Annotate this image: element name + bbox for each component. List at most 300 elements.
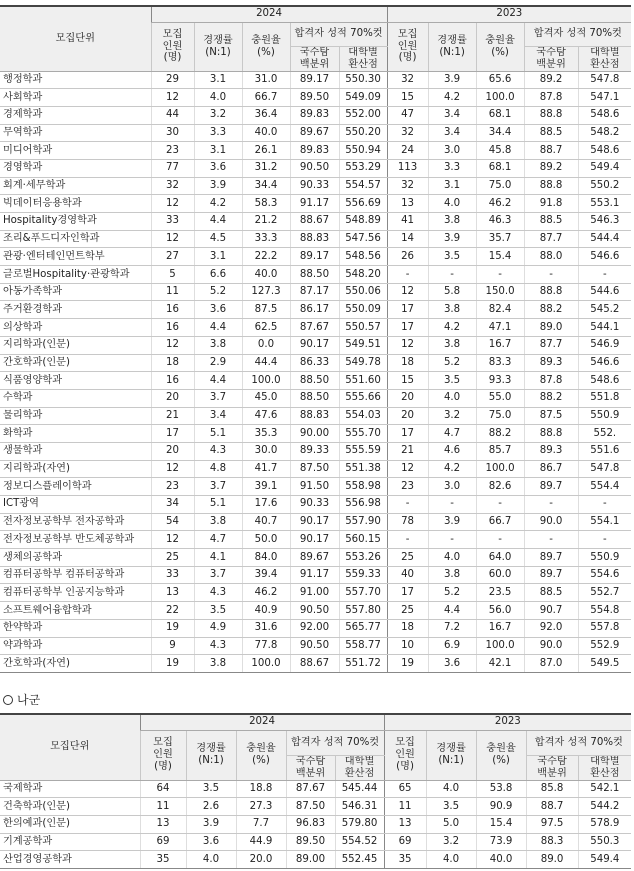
value-cell: 16 — [151, 301, 194, 319]
value-cell: 12 — [151, 531, 194, 549]
value-cell: 548.6 — [578, 106, 631, 124]
value-cell: 86.17 — [290, 301, 339, 319]
header-univ-score — [578, 755, 631, 780]
value-cell: 91.17 — [290, 566, 339, 584]
value-cell: 88.8 — [524, 177, 578, 195]
value-cell: 4.8 — [194, 460, 242, 478]
value-cell: 35 — [384, 851, 426, 869]
value-cell: 33.3 — [242, 230, 290, 248]
value-cell: 45.0 — [242, 389, 290, 407]
value-cell: 13 — [151, 584, 194, 602]
value-cell: - — [476, 531, 524, 549]
header-text: 대학별 — [348, 46, 378, 58]
value-cell: 6.6 — [194, 266, 242, 284]
value-cell: 554.57 — [339, 177, 387, 195]
value-cell: 33 — [151, 566, 194, 584]
value-cell: 15.4 — [476, 248, 524, 266]
value-cell: 88.83 — [290, 407, 339, 425]
value-cell: 62.5 — [242, 319, 290, 337]
table-row — [0, 89, 631, 107]
value-cell: 40.7 — [242, 513, 290, 531]
header-univ-score — [339, 46, 387, 71]
na-group-title: 나군 — [17, 693, 41, 707]
header-year: 2024 — [151, 6, 387, 22]
value-cell: 32 — [387, 177, 428, 195]
value-cell: 3.5 — [194, 602, 242, 620]
header-text: 국수탐 — [299, 46, 330, 58]
table-row — [0, 602, 631, 620]
header-fill-rate — [236, 730, 286, 780]
value-cell: 548.89 — [339, 213, 387, 231]
value-cell: 40.0 — [242, 266, 290, 284]
table-row — [0, 283, 631, 301]
value-cell: 25 — [151, 549, 194, 567]
value-cell: 4.2 — [428, 319, 476, 337]
unit-name-cell: 생물학과 — [0, 442, 151, 460]
circle-bullet-icon — [3, 695, 13, 705]
value-cell: 90.33 — [290, 496, 339, 514]
header-text: 국수탐 — [295, 755, 326, 767]
na-group-table — [0, 713, 631, 869]
value-cell: 89.7 — [524, 566, 578, 584]
table-row — [0, 531, 631, 549]
value-cell: 34 — [151, 496, 194, 514]
unit-name-cell: 컴퓨터공학부 인공지능학과 — [0, 584, 151, 602]
value-cell: 21.2 — [242, 213, 290, 231]
unit-name-cell: 간호학과(자연) — [0, 655, 151, 673]
table-row — [0, 407, 631, 425]
value-cell: 3.6 — [194, 301, 242, 319]
value-cell: 82.6 — [476, 478, 524, 496]
unit-name-cell: 지리학과(인문) — [0, 336, 151, 354]
value-cell: 69 — [384, 833, 426, 851]
value-cell: 18.8 — [236, 780, 286, 798]
value-cell: 90.9 — [476, 798, 526, 816]
value-cell: 20 — [387, 389, 428, 407]
value-cell: 551.60 — [339, 372, 387, 390]
value-cell: 3.8 — [428, 213, 476, 231]
table-row — [0, 389, 631, 407]
value-cell: 3.2 — [426, 833, 476, 851]
value-cell: 3.1 — [194, 248, 242, 266]
value-cell: 55.0 — [476, 389, 524, 407]
value-cell: 558.98 — [339, 478, 387, 496]
value-cell: 69 — [140, 833, 186, 851]
table-row — [0, 780, 631, 798]
value-cell: 547.8 — [578, 460, 631, 478]
unit-name-cell: ICT광역 — [0, 496, 151, 514]
value-cell: 17 — [387, 584, 428, 602]
value-cell: 23 — [151, 478, 194, 496]
value-cell: 32 — [387, 124, 428, 142]
value-cell: 78 — [387, 513, 428, 531]
table-row — [0, 566, 631, 584]
value-cell: 53.8 — [476, 780, 526, 798]
value-cell: 22.2 — [242, 248, 290, 266]
value-cell: 18 — [387, 619, 428, 637]
value-cell: 32 — [387, 71, 428, 89]
value-cell: 34.4 — [242, 177, 290, 195]
value-cell: 100.0 — [476, 460, 524, 478]
header-text: 환산점 — [590, 58, 620, 70]
value-cell: 549.5 — [578, 655, 631, 673]
value-cell: 58.3 — [242, 195, 290, 213]
value-cell: 4.4 — [428, 602, 476, 620]
value-cell: 15 — [387, 89, 428, 107]
value-cell: 87.67 — [290, 319, 339, 337]
value-cell: 83.3 — [476, 354, 524, 372]
value-cell: 100.0 — [242, 655, 290, 673]
value-cell: 557.70 — [339, 584, 387, 602]
value-cell: 554.52 — [335, 833, 384, 851]
value-cell: 89.3 — [524, 354, 578, 372]
value-cell: 4.7 — [194, 531, 242, 549]
value-cell: 91.00 — [290, 584, 339, 602]
value-cell: 552.00 — [339, 106, 387, 124]
value-cell: 546.9 — [578, 336, 631, 354]
value-cell: 3.6 — [186, 833, 236, 851]
value-cell: 90.33 — [290, 177, 339, 195]
value-cell: 90.17 — [290, 531, 339, 549]
value-cell: 3.9 — [186, 815, 236, 833]
table-row — [0, 798, 631, 816]
value-cell: 544.4 — [578, 230, 631, 248]
value-cell: 2.6 — [186, 798, 236, 816]
value-cell: 5.2 — [428, 354, 476, 372]
value-cell: 20 — [387, 407, 428, 425]
unit-name-cell: 전자정보공학부 반도체공학과 — [0, 531, 151, 549]
value-cell: 551.72 — [339, 655, 387, 673]
table-row — [0, 478, 631, 496]
value-cell: 77.8 — [242, 637, 290, 655]
value-cell: 547.8 — [578, 71, 631, 89]
value-cell: 23 — [387, 478, 428, 496]
value-cell: 60.0 — [476, 566, 524, 584]
value-cell: 10 — [387, 637, 428, 655]
table-row — [0, 442, 631, 460]
value-cell: 0.0 — [242, 336, 290, 354]
value-cell: 88.7 — [524, 142, 578, 160]
unit-name-cell: 주거환경학과 — [0, 301, 151, 319]
value-cell: 546.3 — [578, 213, 631, 231]
value-cell: 89.17 — [290, 71, 339, 89]
value-cell: 544.6 — [578, 283, 631, 301]
value-cell: 7.7 — [236, 815, 286, 833]
value-cell: 97.5 — [526, 815, 578, 833]
value-cell: 2.9 — [194, 354, 242, 372]
table-row — [0, 619, 631, 637]
table-row — [0, 584, 631, 602]
value-cell: 547.56 — [339, 230, 387, 248]
value-cell: 64.0 — [476, 549, 524, 567]
header-text: 인원 — [162, 40, 183, 52]
header-text: 인원 — [395, 749, 415, 761]
value-cell: 84.0 — [242, 549, 290, 567]
table-row — [0, 460, 631, 478]
value-cell: 89.0 — [524, 319, 578, 337]
value-cell: 550.2 — [578, 177, 631, 195]
value-cell: 56.0 — [476, 602, 524, 620]
header-text: 모집 — [397, 28, 418, 40]
value-cell: 550.3 — [578, 833, 631, 851]
value-cell: 4.6 — [428, 442, 476, 460]
value-cell: 25 — [387, 549, 428, 567]
value-cell: 32 — [151, 177, 194, 195]
value-cell: 88.7 — [526, 798, 578, 816]
value-cell: - — [578, 266, 631, 284]
header-cut-70: 합격자 성적 70%컷 — [286, 730, 384, 755]
value-cell: 550.09 — [339, 301, 387, 319]
unit-name-cell: 국제학과 — [0, 780, 140, 798]
value-cell: 552.45 — [335, 851, 384, 869]
value-cell: 21 — [151, 407, 194, 425]
value-cell: 12 — [151, 195, 194, 213]
value-cell: 3.2 — [428, 407, 476, 425]
value-cell: 17 — [387, 319, 428, 337]
value-cell: 550.9 — [578, 549, 631, 567]
value-cell: 13 — [140, 815, 186, 833]
value-cell: 555.59 — [339, 442, 387, 460]
value-cell: 44.4 — [242, 354, 290, 372]
value-cell: 30.0 — [242, 442, 290, 460]
value-cell: 12 — [387, 336, 428, 354]
value-cell: 12 — [151, 460, 194, 478]
value-cell: 549.78 — [339, 354, 387, 372]
value-cell: 46.2 — [242, 584, 290, 602]
header-competition — [428, 22, 476, 71]
unit-name-cell: Hospitality경영학과 — [0, 213, 151, 231]
value-cell: 3.7 — [194, 478, 242, 496]
header-text: 백분위 — [299, 58, 330, 70]
value-cell: 545.44 — [335, 780, 384, 798]
value-cell: 4.2 — [428, 89, 476, 107]
value-cell: 4.5 — [194, 230, 242, 248]
value-cell: 554.6 — [578, 566, 631, 584]
table-row — [0, 655, 631, 673]
value-cell: 579.80 — [335, 815, 384, 833]
value-cell: 548.20 — [339, 266, 387, 284]
header-text: 충원율 — [246, 743, 276, 755]
header-fill-rate — [476, 730, 526, 780]
value-cell: 86.33 — [290, 354, 339, 372]
header-text: 경쟁률 — [437, 34, 467, 46]
value-cell: 560.15 — [339, 531, 387, 549]
value-cell: 35 — [140, 851, 186, 869]
unit-name-cell: 지리학과(자연) — [0, 460, 151, 478]
unit-name-cell: 경제학과 — [0, 106, 151, 124]
value-cell: 4.7 — [428, 425, 476, 443]
value-cell: 3.4 — [194, 407, 242, 425]
value-cell: 19 — [387, 655, 428, 673]
value-cell: 75.0 — [476, 407, 524, 425]
value-cell: 88.5 — [524, 584, 578, 602]
header-univ-score — [335, 755, 384, 780]
unit-name-cell: 빅데이터응용학과 — [0, 195, 151, 213]
table-row — [0, 425, 631, 443]
value-cell: 557.8 — [578, 619, 631, 637]
value-cell: 90.7 — [524, 602, 578, 620]
value-cell: 18 — [151, 354, 194, 372]
value-cell: 88.8 — [524, 425, 578, 443]
value-cell: 24 — [387, 142, 428, 160]
value-cell: 4.0 — [428, 389, 476, 407]
unit-name-cell: 회계·세무학과 — [0, 177, 151, 195]
header-fill-rate — [242, 22, 290, 71]
value-cell: 3.8 — [194, 655, 242, 673]
value-cell: 16.7 — [476, 336, 524, 354]
value-cell: 547.1 — [578, 89, 631, 107]
header-csat-percentile — [524, 46, 578, 71]
value-cell: 89.67 — [290, 124, 339, 142]
value-cell: 5.1 — [194, 425, 242, 443]
value-cell: 551.8 — [578, 389, 631, 407]
value-cell: 87.50 — [286, 798, 335, 816]
value-cell: 40.0 — [476, 851, 526, 869]
value-cell: 551.38 — [339, 460, 387, 478]
unit-name-cell: 건축학과(인문) — [0, 798, 140, 816]
table-row — [0, 142, 631, 160]
value-cell: - — [578, 496, 631, 514]
unit-name-cell: 글로벌Hospitality·관광학과 — [0, 266, 151, 284]
value-cell: 3.5 — [428, 372, 476, 390]
value-cell: 12 — [387, 460, 428, 478]
value-cell: 3.9 — [428, 230, 476, 248]
value-cell: 558.77 — [339, 637, 387, 655]
value-cell: 549.4 — [578, 159, 631, 177]
value-cell: 91.50 — [290, 478, 339, 496]
value-cell: 16 — [151, 319, 194, 337]
value-cell: 3.1 — [194, 71, 242, 89]
value-cell: 14 — [387, 230, 428, 248]
unit-name-cell: 전자정보공학부 전자공학과 — [0, 513, 151, 531]
value-cell: 26.1 — [242, 142, 290, 160]
value-cell: 17 — [387, 301, 428, 319]
value-cell: 546.6 — [578, 354, 631, 372]
value-cell: 91.17 — [290, 195, 339, 213]
table-row — [0, 354, 631, 372]
header-text: (%) — [492, 755, 510, 766]
value-cell: 12 — [151, 89, 194, 107]
value-cell: 88.50 — [290, 266, 339, 284]
value-cell: 23 — [151, 142, 194, 160]
value-cell: 3.0 — [428, 478, 476, 496]
table-row — [0, 549, 631, 567]
header-year: 2024 — [140, 714, 384, 730]
value-cell: 5.8 — [428, 283, 476, 301]
value-cell: 557.80 — [339, 602, 387, 620]
header-unit: 모집단위 — [0, 6, 151, 71]
value-cell: 553.1 — [578, 195, 631, 213]
table-row — [0, 71, 631, 89]
value-cell: 15.4 — [476, 815, 526, 833]
value-cell: 5.1 — [194, 496, 242, 514]
value-cell: 5.0 — [426, 815, 476, 833]
value-cell: 89.7 — [524, 478, 578, 496]
value-cell: 66.7 — [476, 513, 524, 531]
value-cell: 3.5 — [428, 248, 476, 266]
value-cell: 88.5 — [524, 213, 578, 231]
header-text: 충원율 — [251, 34, 281, 46]
header-quota — [384, 730, 426, 780]
value-cell: 90.17 — [290, 513, 339, 531]
unit-name-cell: 화학과 — [0, 425, 151, 443]
value-cell: - — [428, 266, 476, 284]
value-cell: 556.98 — [339, 496, 387, 514]
unit-name-cell: 정보디스플레이학과 — [0, 478, 151, 496]
value-cell: 39.4 — [242, 566, 290, 584]
table-row — [0, 372, 631, 390]
unit-name-cell: 한의예과(인문) — [0, 815, 140, 833]
value-cell: 4.1 — [194, 549, 242, 567]
value-cell: 87.17 — [290, 283, 339, 301]
value-cell: 89.67 — [290, 549, 339, 567]
header-csat-percentile — [290, 46, 339, 71]
value-cell: 88.83 — [290, 230, 339, 248]
value-cell: 65.6 — [476, 71, 524, 89]
header-competition — [186, 730, 236, 780]
value-cell: 3.9 — [428, 513, 476, 531]
table-row — [0, 213, 631, 231]
value-cell: 5 — [151, 266, 194, 284]
value-cell: 3.5 — [426, 798, 476, 816]
header-text: (명) — [154, 760, 172, 772]
value-cell: 3.6 — [428, 655, 476, 673]
value-cell: 77 — [151, 159, 194, 177]
value-cell: 88.50 — [290, 372, 339, 390]
value-cell: 46.3 — [476, 213, 524, 231]
header-text: 경쟁률 — [436, 743, 466, 755]
value-cell: 17 — [151, 425, 194, 443]
value-cell: 88.67 — [290, 655, 339, 673]
unit-name-cell: 수학과 — [0, 389, 151, 407]
unit-name-cell: 물리학과 — [0, 407, 151, 425]
value-cell: 90.50 — [290, 159, 339, 177]
value-cell: 544.2 — [578, 798, 631, 816]
value-cell: 4.4 — [194, 372, 242, 390]
header-text: 대학별 — [590, 46, 620, 58]
value-cell: 88.3 — [526, 833, 578, 851]
value-cell: 3.9 — [428, 71, 476, 89]
value-cell: 87.0 — [524, 655, 578, 673]
value-cell: 555.70 — [339, 425, 387, 443]
header-text: (N:1) — [205, 46, 231, 58]
value-cell: 89.50 — [290, 89, 339, 107]
table-row — [0, 266, 631, 284]
value-cell: 4.4 — [194, 319, 242, 337]
value-cell: 565.77 — [339, 619, 387, 637]
value-cell: 11 — [140, 798, 186, 816]
unit-name-cell: 경영학과 — [0, 159, 151, 177]
value-cell: 11 — [384, 798, 426, 816]
header-csat-percentile — [526, 755, 578, 780]
value-cell: 15 — [387, 372, 428, 390]
unit-name-cell: 약과학과 — [0, 637, 151, 655]
unit-name-cell: 행정학과 — [0, 71, 151, 89]
value-cell: - — [387, 531, 428, 549]
header-text: 환산점 — [344, 767, 375, 779]
na-group-heading — [3, 692, 40, 708]
header-text: (명) — [398, 52, 417, 64]
value-cell: 87.8 — [524, 372, 578, 390]
value-cell: 542.1 — [578, 780, 631, 798]
value-cell: 40 — [387, 566, 428, 584]
value-cell: 559.33 — [339, 566, 387, 584]
value-cell: 47 — [387, 106, 428, 124]
value-cell: - — [476, 496, 524, 514]
unit-name-cell: 무역학과 — [0, 124, 151, 142]
value-cell: 13 — [387, 195, 428, 213]
value-cell: 90.00 — [290, 425, 339, 443]
